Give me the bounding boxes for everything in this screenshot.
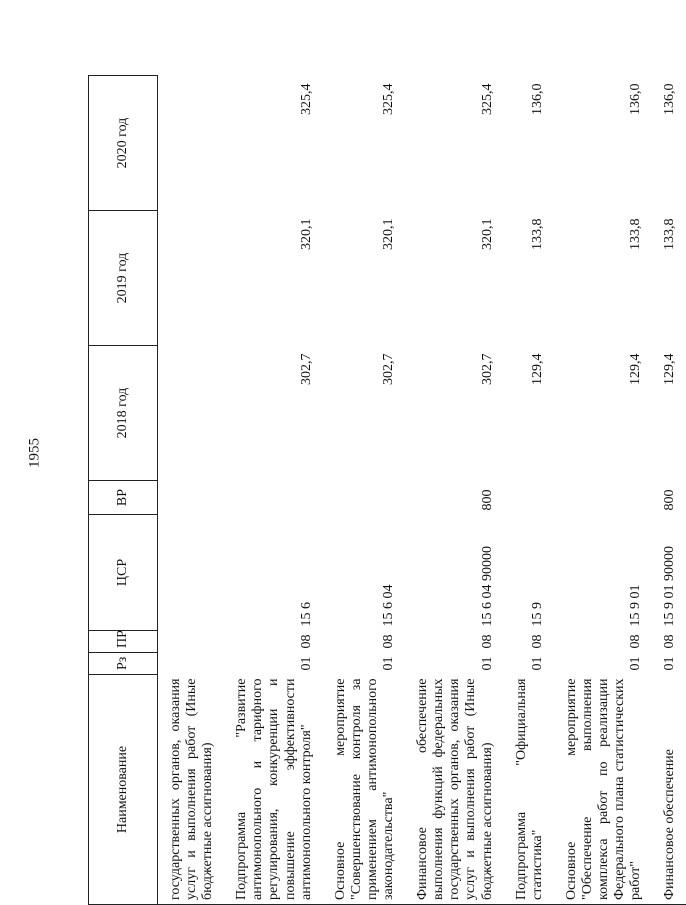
table-row — [554, 76, 652, 905]
row-2020: 325,4 — [479, 83, 495, 115]
row-rz: 01 — [628, 656, 644, 671]
header-pr: ПР — [89, 631, 158, 653]
row-2018: 302,7 — [381, 353, 397, 385]
row-vr — [224, 481, 322, 515]
row-csr: 15 9 01 90000 — [662, 546, 678, 627]
row-pr: 08 — [298, 634, 314, 649]
page-number: 1955 — [26, 438, 43, 468]
rotated-table-container — [88, 75, 678, 905]
row-name: Финансовое обеспечение выполнения функций федеральных государственных органов, оказания услуг и выполнения работ (Иные бюджетные ассигнования) — [405, 675, 503, 905]
row-csr: 15 9 — [529, 602, 545, 627]
row-name: Основное мероприятие "Совершенствование контроля за применением антимонопольного законодательства" — [323, 675, 405, 905]
row-rz: 01 — [381, 656, 397, 671]
header-vr: ВР — [89, 481, 158, 515]
table-row — [323, 76, 405, 905]
header-rz: Рз — [89, 653, 158, 675]
header-2019: 2019 год — [89, 211, 158, 346]
row-vr — [323, 481, 405, 515]
row-pr: 08 — [479, 634, 495, 649]
row-csr: 15 6 — [298, 602, 314, 627]
row-2019: 320,1 — [381, 218, 397, 250]
row-rz: 01 — [298, 656, 314, 671]
row-rz: 01 — [662, 656, 678, 671]
header-name: Наименование — [89, 675, 158, 905]
row-2020: 136,0 — [662, 83, 678, 115]
row-2019: 133,8 — [662, 218, 678, 250]
row-2019 — [158, 211, 225, 346]
row-name: Подпрограмма "Развитие антимонопольного и тарифного регулирования, конкуренции и повышение эффективности антимонопольного контроля" — [224, 675, 322, 905]
budget-table — [88, 75, 686, 905]
row-2018: 129,4 — [662, 353, 678, 385]
row-name: Подпрограмма "Официальная статистика" — [504, 675, 554, 905]
row-2019: 133,8 — [529, 218, 545, 250]
row-2020 — [158, 76, 225, 211]
row-2020: 325,4 — [381, 83, 397, 115]
table-row — [158, 76, 225, 905]
row-2018: 129,4 — [529, 353, 545, 385]
table-row — [224, 76, 322, 905]
row-name: Основное мероприятие "Обеспечение выполнения комплекса работ по реализации Федерального плана статистических работ" — [554, 675, 652, 905]
row-2019: 320,1 — [479, 218, 495, 250]
row-2020: 325,4 — [298, 83, 314, 115]
row-pr: 08 — [628, 634, 644, 649]
table-row — [405, 76, 503, 905]
row-csr — [158, 515, 225, 631]
row-pr: 08 — [529, 634, 545, 649]
row-2018: 129,4 — [628, 353, 644, 385]
row-vr: 800 — [479, 489, 495, 511]
row-rz — [158, 653, 225, 675]
row-rz: 01 — [479, 656, 495, 671]
row-2020: 136,0 — [628, 83, 644, 115]
row-2018: 302,7 — [298, 353, 314, 385]
row-vr — [554, 481, 652, 515]
row-2019: 320,1 — [298, 218, 314, 250]
row-csr: 15 9 01 — [628, 584, 644, 627]
header-2020: 2020 год — [89, 76, 158, 211]
table-header — [89, 76, 158, 905]
row-vr: 800 — [662, 489, 678, 511]
table-row — [652, 76, 686, 905]
row-csr: 15 6 04 — [381, 584, 397, 627]
row-pr — [158, 631, 225, 653]
row-pr: 08 — [381, 634, 397, 649]
row-name: государственных органов, оказания услуг и выполнения работ (Иные бюджетные ассигнования) — [158, 675, 225, 905]
row-2018 — [158, 346, 225, 481]
row-2018: 302,7 — [479, 353, 495, 385]
row-2020: 136,0 — [529, 83, 545, 115]
row-2019: 133,8 — [628, 218, 644, 250]
row-pr: 08 — [662, 634, 678, 649]
row-rz: 01 — [529, 656, 545, 671]
table-row — [504, 76, 554, 905]
header-2018: 2018 год — [89, 346, 158, 481]
row-name: Финансовое обеспечение — [652, 675, 686, 905]
row-vr — [158, 481, 225, 515]
row-vr — [504, 481, 554, 515]
header-csr: ЦСР — [89, 515, 158, 631]
row-csr: 15 6 04 90000 — [479, 546, 495, 627]
